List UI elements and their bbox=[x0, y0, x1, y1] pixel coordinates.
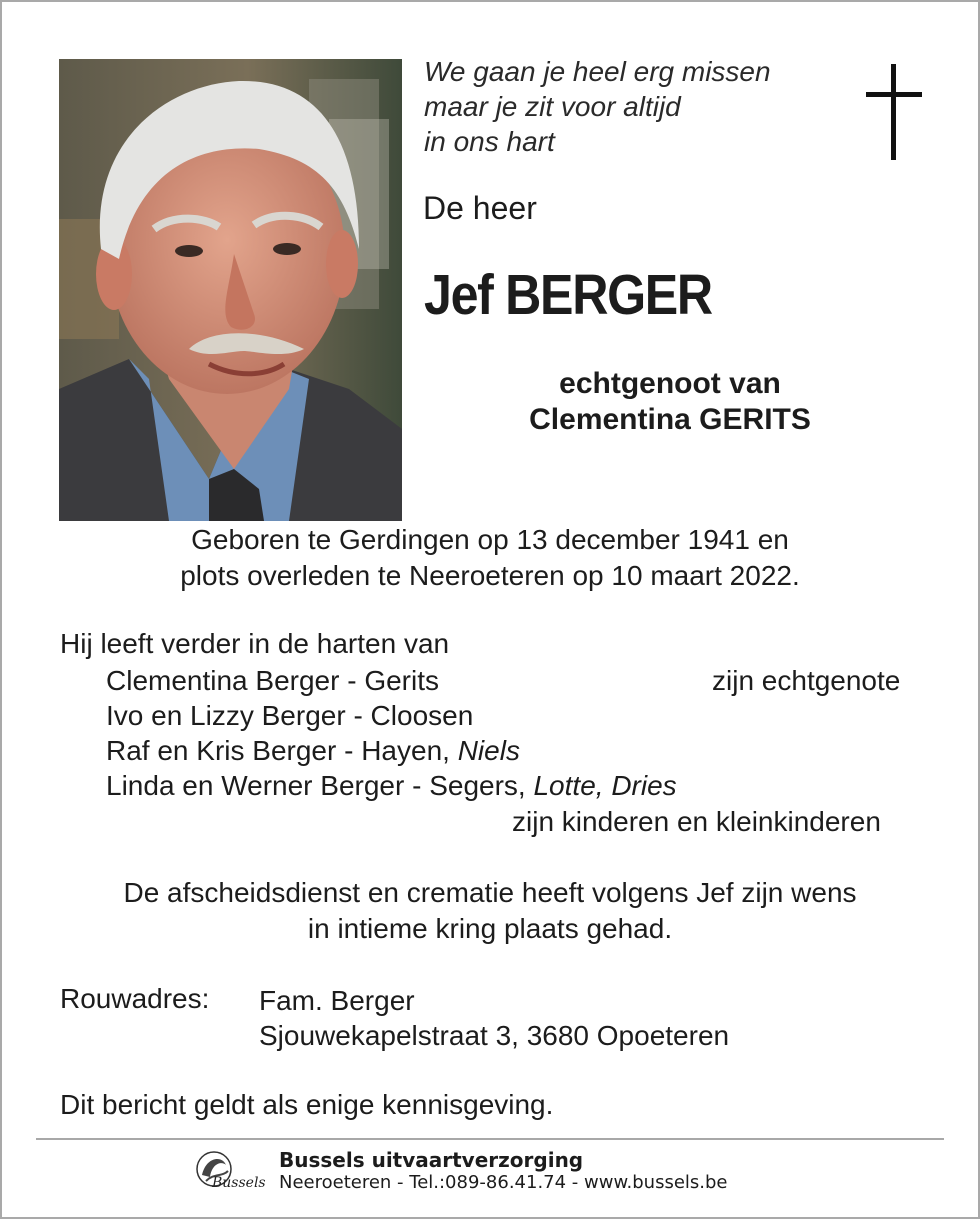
address-block bbox=[259, 983, 729, 1053]
portrait-illustration bbox=[59, 59, 402, 521]
bussels-logo-icon bbox=[192, 1147, 270, 1195]
quote-line-1: We gaan je heel erg missen bbox=[424, 56, 771, 87]
family-intro: Hij leeft verder in de harten van bbox=[60, 628, 450, 659]
death-line: plots overleden te Neeroeteren op 10 maart 2022. bbox=[180, 560, 800, 591]
family-row-3 bbox=[106, 768, 677, 803]
honorific-title: De heer bbox=[423, 190, 537, 226]
spouse-line-1: echtgenoot van bbox=[559, 367, 781, 400]
portrait-photo bbox=[59, 59, 402, 521]
service-line-2: in intieme kring plaats gehad. bbox=[307, 913, 673, 944]
spouse-line-2: Clementina GERITS bbox=[529, 403, 811, 436]
address-name: Fam. Berger bbox=[259, 985, 415, 1016]
deceased-name: Jef BERGER bbox=[424, 263, 712, 327]
memorial-quote bbox=[424, 54, 771, 159]
birth-death-text bbox=[60, 522, 920, 594]
family-row-1 bbox=[106, 698, 473, 733]
footer-divider bbox=[36, 1138, 944, 1140]
notice-text: Dit bericht geldt als enige kennisgeving. bbox=[60, 1089, 554, 1120]
spouse-role: zijn echtgenote bbox=[712, 665, 901, 696]
family-row-2 bbox=[106, 733, 520, 768]
quote-line-3: in ons hart bbox=[424, 126, 555, 157]
spouse-block bbox=[420, 366, 920, 438]
address-street: Sjouwekapelstraat 3, 3680 Opoeteren bbox=[259, 1020, 730, 1051]
quote-line-2: maar je zit voor altijd bbox=[424, 91, 681, 122]
birth-line: Geboren te Gerdingen op 13 december 1941 en bbox=[191, 524, 789, 555]
service-line-1: De afscheidsdienst en crematie heeft volgens Jef zijn wens bbox=[123, 877, 857, 908]
company-contact: Neeroeteren - Tel.:089-86.41.74 - www.bussels.be bbox=[279, 1172, 728, 1193]
children-role: zijn kinderen en kleinkinderen bbox=[512, 806, 881, 837]
cross-icon bbox=[866, 64, 922, 160]
grandchildren-names: Niels bbox=[457, 735, 520, 766]
company-name: Bussels uitvaartverzorging bbox=[279, 1148, 584, 1172]
child-names: Ivo en Lizzy Berger - Cloosen bbox=[106, 700, 474, 731]
child-names: Linda en Werner Berger - Segers, bbox=[106, 770, 534, 801]
spouse-name: Clementina Berger - Gerits bbox=[106, 665, 440, 696]
service-text bbox=[60, 875, 920, 947]
grandchildren-names: Lotte, Dries bbox=[533, 770, 677, 801]
logo-text: Bussels bbox=[212, 1175, 266, 1191]
child-names: Raf en Kris Berger - Hayen, bbox=[106, 735, 458, 766]
address-label: Rouwadres: bbox=[60, 983, 210, 1014]
